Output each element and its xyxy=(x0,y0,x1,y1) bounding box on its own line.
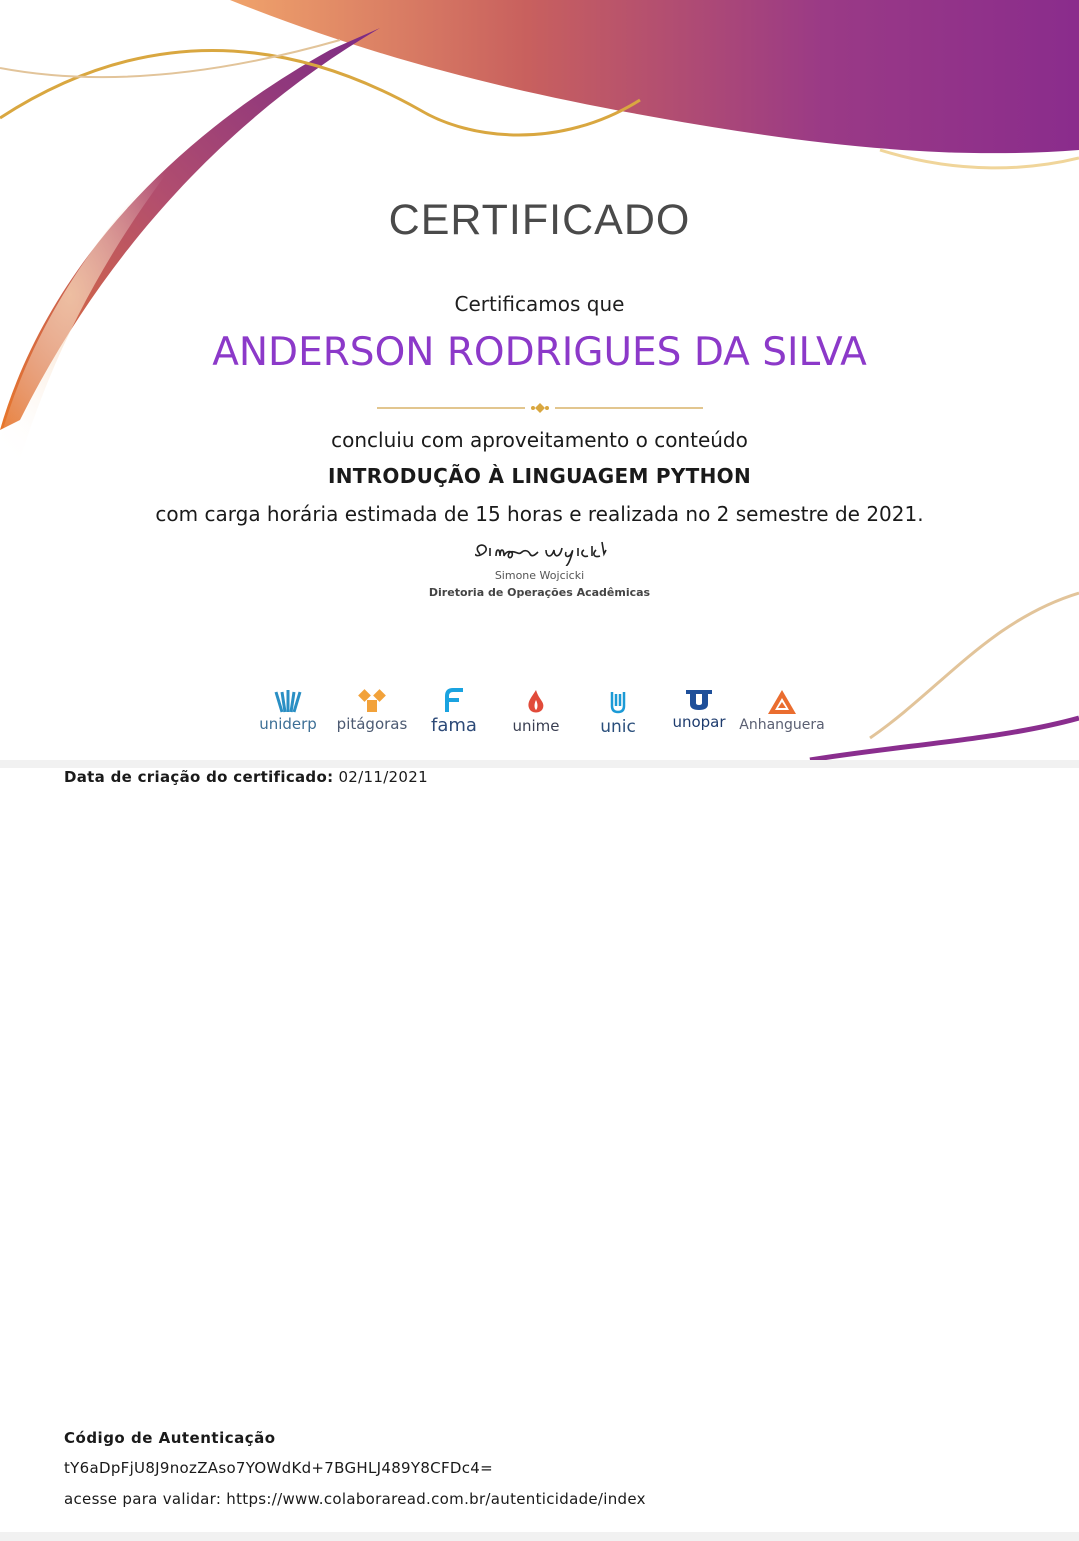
validation-url: acesse para validar: https://www.colaboraread.com.br/autenticidade/index xyxy=(64,1490,646,1508)
intro-text: Certificamos que xyxy=(454,292,625,316)
decorative-swooshes xyxy=(0,0,1079,760)
handwritten-signature xyxy=(470,536,610,566)
fama-icon xyxy=(439,688,469,714)
logo-label: unic xyxy=(600,717,636,737)
completion-text: concluiu com aproveitamento o conteúdo xyxy=(331,428,748,452)
logo-unopar xyxy=(654,688,744,731)
uniderp-icon xyxy=(273,688,303,714)
anhanguera-icon xyxy=(766,688,798,716)
certificate xyxy=(0,0,1079,760)
logo-label: fama xyxy=(431,715,477,736)
logo-label: pitágoras xyxy=(336,715,408,733)
unic-icon xyxy=(603,688,633,716)
creation-date-label: Data de criação do certificado: xyxy=(64,768,334,786)
page-separator-bottom xyxy=(0,1532,1079,1541)
logo-label: unime xyxy=(512,717,560,735)
course-details: com carga horária estimada de 15 horas e realizada no 2 semestre de 2021. xyxy=(155,502,924,526)
logo-label: unopar xyxy=(672,713,726,731)
ornament-divider xyxy=(377,401,703,415)
auth-code-title: Código de Autenticação xyxy=(64,1429,276,1447)
signer-role: Diretoria de Operações Acadêmicas xyxy=(428,586,651,599)
unime-icon xyxy=(521,688,551,716)
logo-label: uniderp xyxy=(259,715,317,733)
logo-pitagoras xyxy=(327,688,417,733)
logo-label: Anhanguera xyxy=(739,717,825,733)
logo-unime xyxy=(491,688,581,735)
logo-uniderp xyxy=(243,688,333,733)
logo-unic xyxy=(573,688,663,737)
signer-name: Simone Wojcicki xyxy=(494,569,585,582)
creation-date-line xyxy=(64,768,428,786)
certificate-title: CERTIFICADO xyxy=(388,196,691,244)
auth-code-value: tY6aDpFjU8J9nozZAso7YOWdKd+7BGHLJ489Y8CFDc4= xyxy=(64,1459,493,1477)
creation-date-value: 02/11/2021 xyxy=(338,768,428,786)
recipient-name: ANDERSON RODRIGUES DA SILVA xyxy=(212,330,867,375)
logo-anhanguera xyxy=(737,688,827,733)
page-separator xyxy=(0,760,1079,768)
pitagoras-icon xyxy=(357,688,387,714)
logo-fama xyxy=(409,688,499,736)
course-name: INTRODUÇÃO À LINGUAGEM PYTHON xyxy=(328,464,751,488)
unopar-icon xyxy=(683,688,715,712)
